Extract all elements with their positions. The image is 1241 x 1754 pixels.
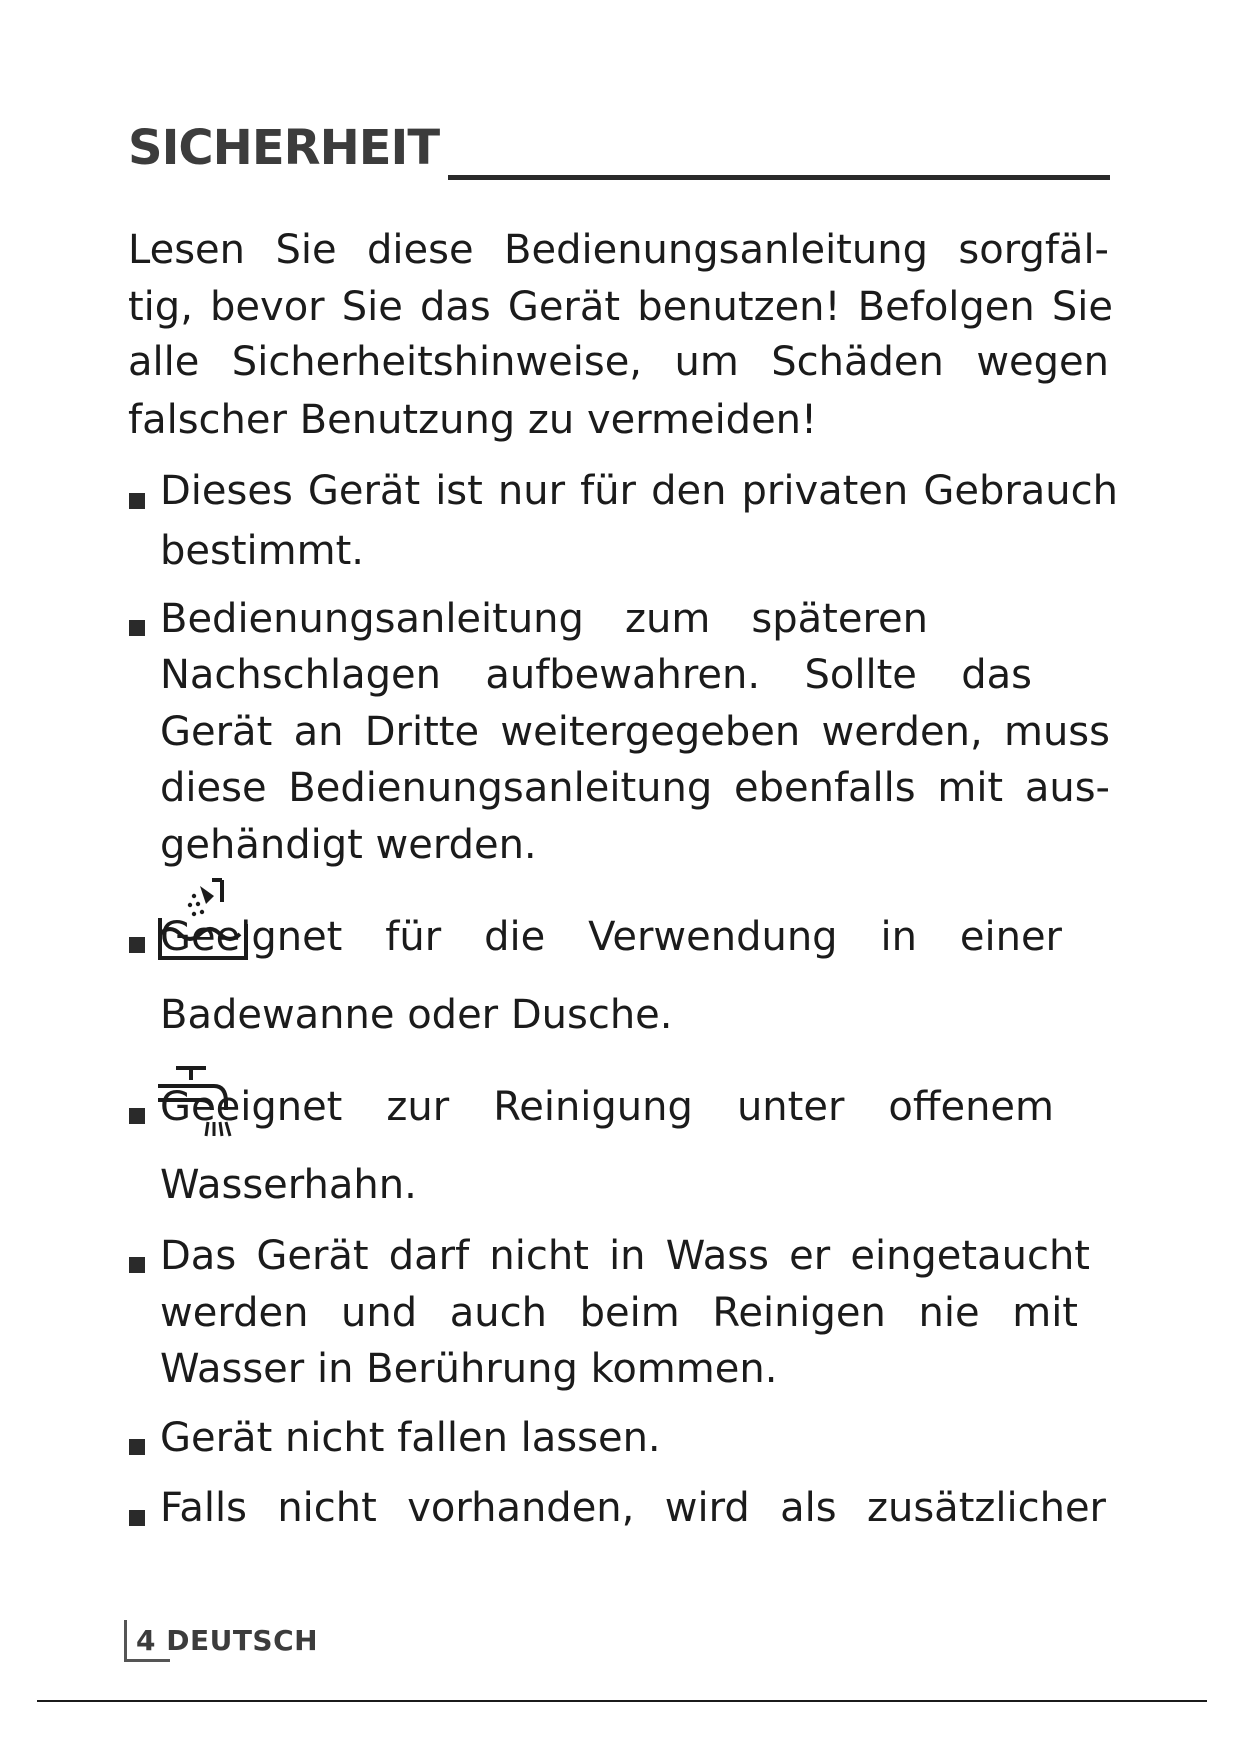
list-item-line: Geeignet für die Verwendung in einer (160, 914, 1062, 960)
intro-line: Lesen Sie diese Bedienungsanleitung sorgfäl- (128, 227, 1109, 273)
list-item-line: Wasserhahn. (160, 1162, 417, 1208)
list-item-line: diese Bedienungsanleitung ebenfalls mit aus- (160, 765, 1110, 811)
list-item-line: Das Gerät darf nicht in Wass er eingetaucht (160, 1233, 1090, 1279)
footer-bracket (124, 1620, 127, 1662)
list-item-line: Badewanne oder Dusche. (160, 992, 673, 1038)
list-item-line: Geeignet zur Reinigung unter offenem (160, 1084, 1054, 1130)
intro-line: alle Sicherheitshinweise, um Schäden wegen (128, 339, 1109, 385)
list-item-line: Nachschlagen aufbewahren. Sollte das (160, 652, 1032, 698)
list-item-line: Wasser in Berührung kommen. (160, 1346, 778, 1392)
list-item-line: Bedienungsanleitung zum späteren (160, 596, 928, 642)
heading-underline (448, 175, 1110, 180)
page-bottom-rule (37, 1700, 1207, 1702)
list-item-line: Dieses Gerät ist nur für den privaten Gebrauch (160, 468, 1118, 514)
section-heading (128, 118, 1110, 188)
intro-line: falscher Benutzung zu vermeiden! (128, 397, 818, 443)
page-title: SICHERHEIT (128, 120, 440, 176)
page-number-label: 4 DEUTSCH (136, 1624, 319, 1657)
list-item-line: Gerät nicht fallen lassen. (160, 1415, 661, 1461)
footer-bracket (124, 1659, 170, 1662)
bullet-square-icon (129, 1108, 145, 1124)
bullet-square-icon (129, 493, 145, 509)
bullet-square-icon (129, 620, 145, 636)
intro-line: tig, bevor Sie das Gerät benutzen! Befolgen Sie (128, 284, 1113, 330)
bullet-square-icon (129, 1510, 145, 1526)
list-item-line: Falls nicht vorhanden, wird als zusätzlicher (160, 1485, 1106, 1531)
bullet-square-icon (129, 1439, 145, 1455)
list-item-line: Gerät an Dritte weitergegeben werden, muss (160, 709, 1110, 755)
bullet-square-icon (129, 937, 145, 953)
list-item-line: bestimmt. (160, 528, 364, 574)
list-item-line: werden und auch beim Reinigen nie mit (160, 1290, 1078, 1336)
list-item-line: gehändigt werden. (160, 822, 537, 868)
bullet-square-icon (129, 1257, 145, 1273)
